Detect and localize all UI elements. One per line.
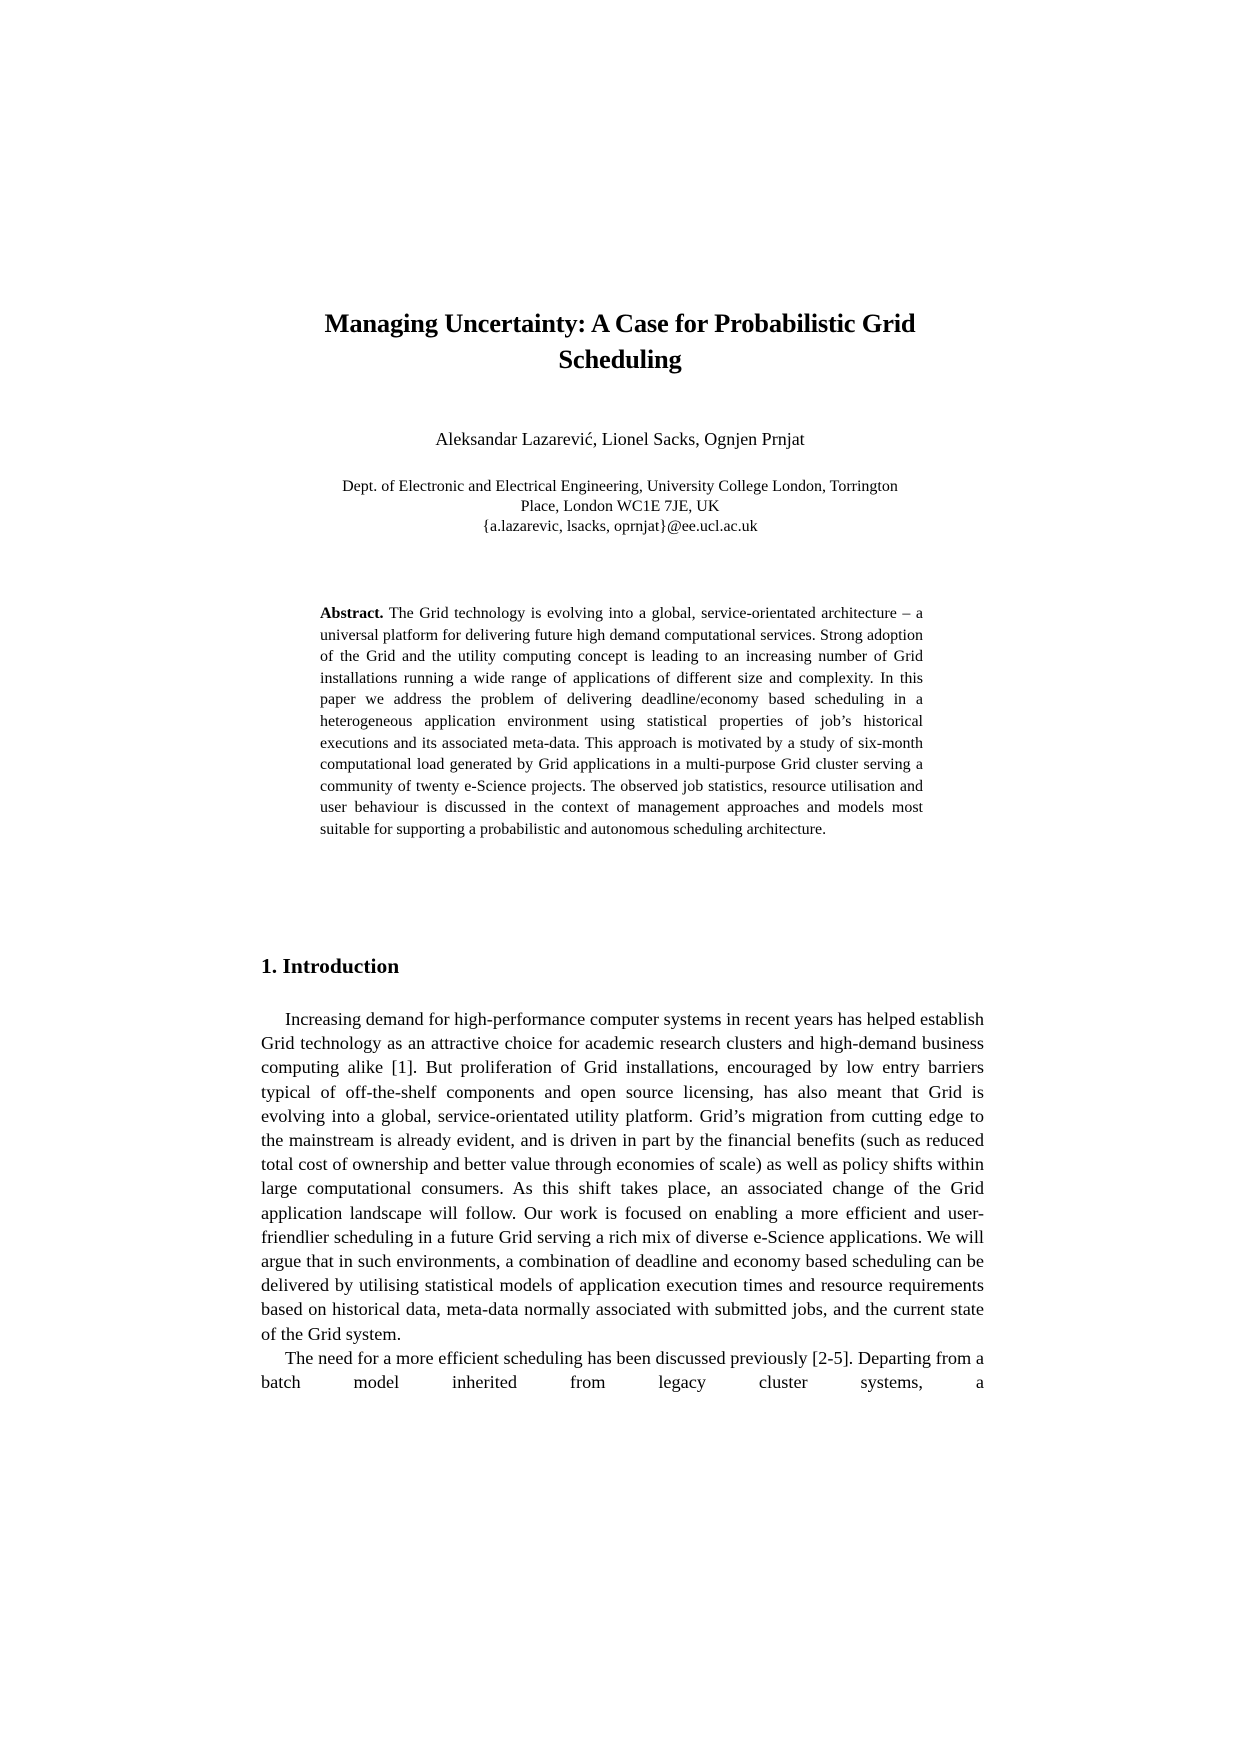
abstract [320,603,923,841]
author-affiliation [260,477,980,537]
author-list: Aleksandar Lazarević, Lionel Sacks, Ognjen Prnjat [435,429,805,449]
section-heading-introduction: 1. Introduction [261,954,400,978]
affiliation-line-1: Dept. of Electronic and Electrical Engineering, University College London, Torrington [342,478,898,495]
section-body-introduction [261,1007,984,1394]
abstract-text: The Grid technology is evolving into a global, service-orientated architecture – a universal platform for delivering future high demand computational services. Strong adoption of the Grid and the utility computing concept is leading to an increasing number of Grid installations running a wide range of applications of different size and complexity. In this paper we address the problem of delivering deadline/economy based scheduling in a heterogeneous application environment using statistical properties of job’s historical executions and its associated meta-data. This approach is motivated by a study of six-month computational load generated by Grid applications in a multi-purpose Grid cluster serving a community of twenty e-Science projects. The observed job statistics, resource utilisation and user behaviour is discussed in the context of management approaches and models most suitable for supporting a probabilistic and autonomous scheduling architecture. [320,605,923,838]
author-emails: {a.lazarevic, lsacks, oprnjat}@ee.ucl.ac.uk [482,518,758,535]
paragraph: Increasing demand for high-performance computer systems in recent years has helped establish Grid technology as an attractive choice for academic research clusters and high-demand business computing alike [1]. But proliferation of Grid installations, encouraged by low entry barriers typical of off-the-shelf components and open source licensing, has also meant that Grid is evolving into a global, service-orientated utility platform. Grid’s migration from cutting edge to the mainstream is already evident, and is driven in part by the financial benefits (such as reduced total cost of ownership and better value through economies of scale) as well as policy shifts within large computational consumers. As this shift takes place, an associated change of the Grid application landscape will follow. Our work is focused on enabling a more efficient and user-friendlier scheduling in a future Grid serving a rich mix of diverse e-Science applications. We will argue that in such environments, a combination of deadline and economy based scheduling can be delivered by utilising statistical models of application execution times and resource requirements based on historical data, meta-data normally associated with submitted jobs, and the current state of the Grid system. [261,1009,984,1344]
paragraph: The need for a more efficient scheduling has been discussed previously [2-5]. Departing from a batch model inherited from legacy cluster systems, a [261,1347,984,1393]
abstract-label: Abstract. [320,605,384,622]
affiliation-line-2: Place, London WC1E 7JE, UK [520,498,720,515]
paper-title: Managing Uncertainty: A Case for Probabilistic Grid Scheduling [324,308,916,374]
